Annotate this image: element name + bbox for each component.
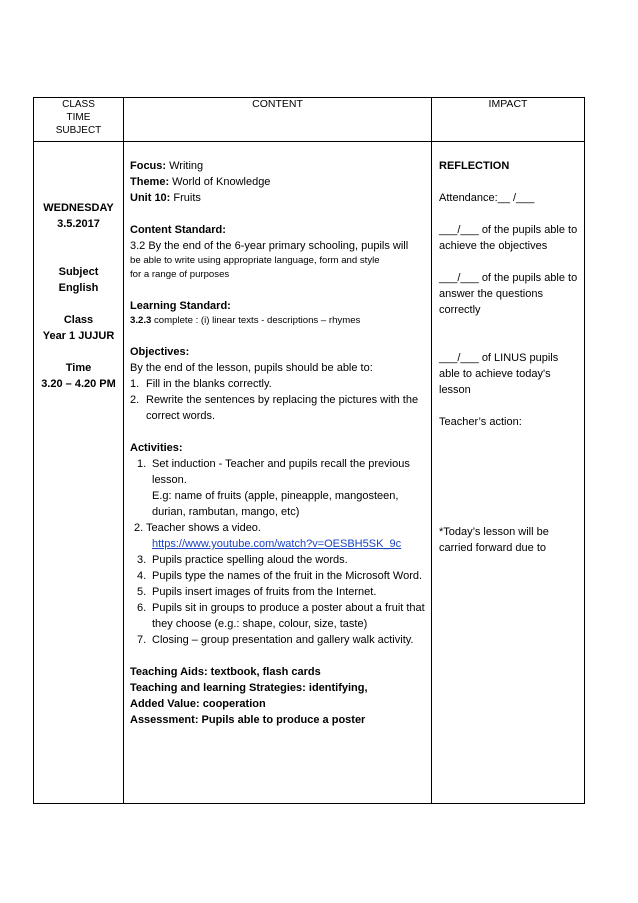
list-item	[130, 568, 426, 584]
focus-label: Focus:	[130, 160, 167, 172]
list-item	[130, 632, 426, 648]
table-header-row	[34, 98, 585, 142]
list-item	[130, 376, 426, 392]
list-item	[130, 600, 426, 632]
unit-line	[130, 190, 426, 206]
content-standard-label: Content Standard:	[130, 224, 226, 236]
list-number: 4.	[137, 570, 147, 582]
teaching-strategies: Teaching and learning Strategies: identifying,	[130, 682, 368, 694]
objectives-label: Objectives:	[130, 346, 190, 358]
linus-achievement: ___/___ of LINUS pupils able to achieve today's lesson	[439, 352, 559, 396]
list-text: Pupils sit in groups to produce a poster about a fruit that they choose (e.g.: shape, colour, size, taste)	[152, 602, 425, 630]
learning-standard-label: Learning Standard:	[130, 300, 231, 312]
list-text: Pupils insert images of fruits from the Internet.	[152, 586, 377, 598]
content-cell	[124, 142, 432, 804]
activity-2-text: 2. Teacher shows a video.	[134, 522, 261, 534]
activity-1-example: E.g: name of fruits (apple, pineapple, mangosteen, durian, rambutan, mango, etc)	[152, 490, 399, 518]
list-text: Closing – group presentation and gallery walk activity.	[152, 634, 414, 646]
teaching-aids: Teaching Aids: textbook, flash cards	[130, 666, 321, 678]
teacher-action: Teacher’s action:	[439, 416, 522, 428]
list-text: Rewrite the sentences by replacing the pictures with the correct words.	[146, 394, 419, 422]
header-content: CONTENT	[124, 98, 432, 142]
subject-label: Subject	[58, 266, 99, 278]
list-item: 1. Set induction - Teacher and pupils recall the previous lesson.	[130, 456, 426, 488]
content-standard-line-2: be able to write using appropriate language, form and style	[130, 255, 380, 266]
added-value: Added Value: cooperation	[130, 698, 266, 710]
list-number: 2.	[130, 394, 140, 406]
class-value: Year 1 JUJUR	[42, 330, 115, 342]
time-label: Time	[65, 362, 92, 374]
assessment: Assessment: Pupils able to produce a poster	[130, 714, 366, 726]
focus-value: Writing	[166, 160, 204, 172]
impact-cell	[432, 142, 585, 804]
activity-1-text: Set induction - Teacher and pupils recall the previous lesson.	[152, 458, 410, 486]
list-item	[130, 392, 426, 424]
list-number: 7.	[137, 634, 147, 646]
unit-value: Fruits	[170, 192, 201, 204]
class-info-cell	[34, 142, 124, 804]
list-number: 1.	[130, 378, 140, 390]
summary-block	[130, 664, 426, 728]
table-body-row	[34, 142, 585, 804]
class-label: Class	[63, 314, 94, 326]
header-time: TIME	[66, 112, 91, 123]
subject-value: English	[58, 282, 99, 294]
lesson-plan-table	[33, 97, 585, 804]
carried-forward-note: *Today’s lesson will be carried forward due to	[439, 526, 549, 554]
activities-label: Activities:	[130, 442, 183, 454]
activities-list-continued	[130, 552, 426, 648]
focus-line	[130, 158, 426, 174]
learning-standard-code: 3.2.3	[130, 315, 152, 326]
learning-standard-line	[130, 314, 426, 328]
video-link[interactable]: https://www.youtube.com/watch?v=OESBH5SK_9c	[152, 538, 402, 550]
list-number: 6.	[137, 602, 147, 614]
content-standard-line-3: for a range of purposes	[130, 269, 230, 280]
date: 3.5.2017	[57, 218, 100, 230]
day: WEDNESDAY	[43, 202, 114, 214]
list-number: 3.	[137, 554, 147, 566]
attendance: Attendance:__ /___	[439, 192, 535, 204]
list-text: Pupils practice spelling aloud the words.	[152, 554, 348, 566]
header-impact: IMPACT	[432, 98, 585, 142]
activities-list	[130, 456, 426, 488]
list-text: Pupils type the names of the fruit in the Microsoft Word.	[152, 570, 423, 582]
header-subject: SUBJECT	[55, 125, 102, 136]
content-standard-line-1: 3.2 By the end of the 6-year primary schooling, pupils will	[130, 240, 409, 252]
time-value: 3.20 – 4.20 PM	[41, 378, 116, 390]
objectives-achievement: ___/___ of the pupils able to achieve the objectives	[439, 224, 578, 252]
list-item	[130, 584, 426, 600]
header-class-time-subject	[34, 98, 124, 142]
list-item	[130, 552, 426, 568]
list-number: 5.	[137, 586, 147, 598]
objectives-list	[130, 376, 426, 424]
unit-label: Unit 10:	[130, 192, 171, 204]
header-class: CLASS	[62, 99, 95, 110]
activity-2-link-wrap	[130, 536, 426, 552]
learning-standard-text: complete : (i) linear texts - descriptions – rhymes	[151, 315, 361, 326]
objectives-intro: By the end of the lesson, pupils should be able to:	[130, 362, 373, 374]
questions-achievement: ___/___ of the pupils able to answer the questions correctly	[439, 272, 578, 316]
reflection-heading: REFLECTION	[439, 160, 510, 172]
list-text: Fill in the blanks correctly.	[146, 378, 272, 390]
theme-value: World of Knowledge	[169, 176, 271, 188]
theme-line	[130, 174, 426, 190]
theme-label: Theme:	[130, 176, 170, 188]
